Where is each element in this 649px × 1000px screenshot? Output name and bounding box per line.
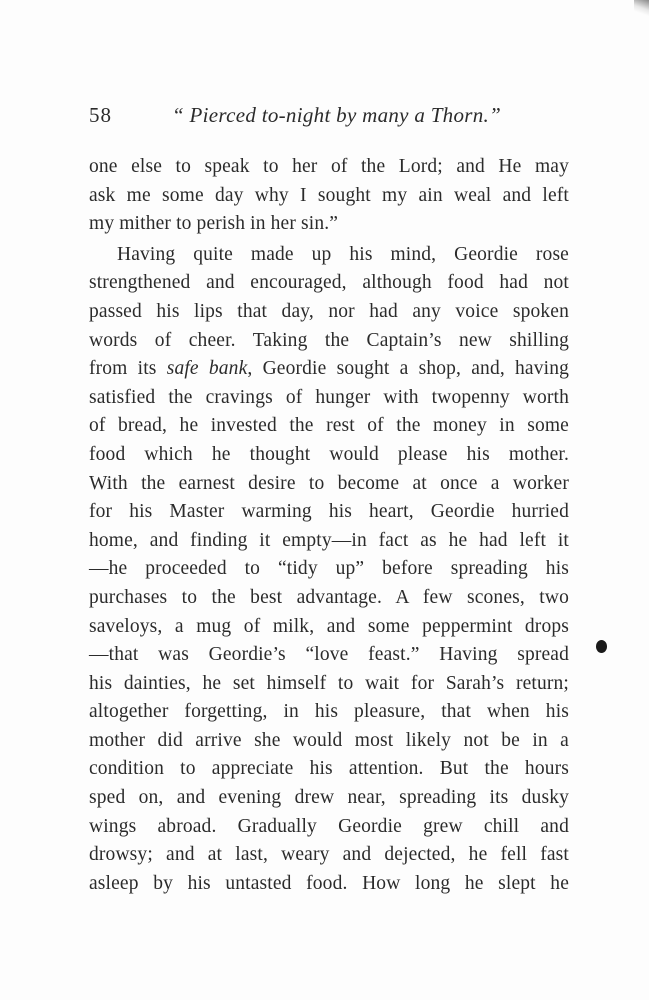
page-edge-mark	[634, 0, 649, 18]
text-line: With the earnest desire to become at once a worker	[89, 472, 569, 494]
text-line: one else to speak to her of the Lord; and He may	[89, 156, 569, 177]
page-number: 58	[89, 103, 112, 127]
running-head	[89, 100, 569, 130]
text-line: words of cheer. Taking the Captain’s new shilling	[89, 329, 569, 351]
text-line: his dainties, he set himself to wait for Sarah’s return;	[89, 672, 569, 694]
text-line: saveloys, a mug of milk, and some peppermint drops	[89, 615, 569, 637]
italic-phrase: safe bank	[166, 358, 248, 380]
text-line: strengthened and encouraged, although food had not	[89, 272, 569, 294]
text-line: home, and finding it empty—in fact as he had left it	[89, 529, 569, 551]
text-line: for his Master warming his heart, Geordie hurried	[89, 501, 569, 523]
body-text	[89, 153, 569, 898]
text-line: my mither to perish in her sin.”	[89, 213, 339, 235]
running-title: “ Pierced to-night by many a Thorn.”	[172, 103, 502, 127]
text-line: mother did arrive she would most likely not be in a	[89, 729, 569, 751]
text-line: wings abroad. Gradually Geordie grew chill and	[89, 815, 569, 837]
text-fragment: , Geordie sought a shop, and, having	[247, 358, 569, 380]
text-fragment: from its	[89, 358, 167, 380]
text-line: sped on, and evening drew near, spreading its dusky	[89, 787, 569, 809]
text-line: asleep by his untasted food. How long he slept he	[89, 872, 569, 894]
text-line: condition to appreciate his attention. But the hours	[89, 758, 569, 780]
text-line: purchases to the best advantage. A few scones, two	[89, 586, 569, 608]
ink-blot	[596, 640, 607, 653]
text-line: ask me some day why I sought my ain weal and left	[89, 184, 569, 206]
text-line: altogether forgetting, in his pleasure, that when his	[89, 701, 569, 723]
text-line: satisfied the cravings of hunger with twopenny worth	[89, 386, 569, 408]
text-line: passed his lips that day, nor had any voice spoken	[89, 300, 569, 322]
text-line: Having quite made up his mind, Geordie rose	[117, 243, 569, 265]
text-line: of bread, he invested the rest of the money in some	[89, 415, 569, 437]
text-line: drowsy; and at last, weary and dejected, he fell fast	[89, 844, 569, 866]
text-line: —that was Geordie’s “love feast.” Having spread	[89, 644, 569, 666]
text-line: —he proceeded to “tidy up” before spreading his	[89, 558, 569, 580]
text-line: food which he thought would please his mother.	[89, 443, 569, 465]
text-line-with-italic	[89, 355, 569, 384]
